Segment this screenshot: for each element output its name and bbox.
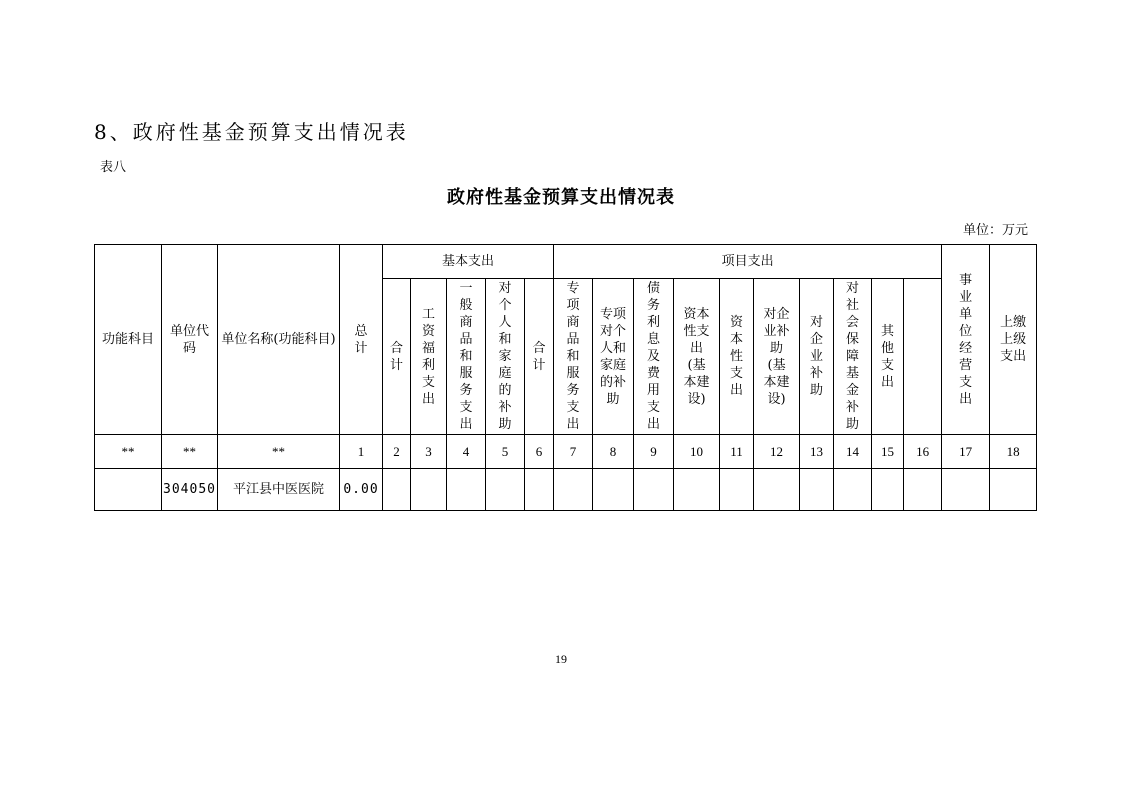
cell-empty: [525, 469, 554, 511]
cell-empty: [634, 469, 674, 511]
table-title: 政府性基金预算支出情况表: [447, 187, 675, 208]
header-debt-interest: 债务利息及费用支出: [634, 279, 674, 435]
budget-table: [94, 244, 1037, 511]
header-basic-group: 基本支出: [383, 245, 554, 279]
cell-empty: [754, 469, 800, 511]
table-label: 表八: [100, 160, 127, 175]
cell-empty: [834, 469, 872, 511]
page-number: 19: [555, 652, 567, 666]
section-title: 8、政府性基金预算支出情况表: [94, 120, 409, 144]
index-cell: 1: [340, 435, 383, 469]
unit-note: 单位：万元: [962, 223, 1028, 238]
index-cell: 17: [942, 435, 990, 469]
index-cell: 13: [800, 435, 834, 469]
header-social-security: 对社会保障基金补助: [834, 279, 872, 435]
cell-func-subject: [95, 469, 162, 511]
index-cell: 2: [383, 435, 411, 469]
index-cell: 4: [447, 435, 486, 469]
index-cell: 10: [674, 435, 720, 469]
cell-unit-code: 304050: [162, 469, 218, 511]
index-cell: **: [162, 435, 218, 469]
index-cell: 16: [904, 435, 942, 469]
index-cell: 12: [754, 435, 800, 469]
header-personal-family: 对个人和家庭的补助: [486, 279, 525, 435]
header-other: 其他支出: [872, 279, 904, 435]
cell-unit-name: 平江县中医医院: [218, 469, 340, 511]
cell-empty: [593, 469, 634, 511]
header-func-subject: 功能科目: [95, 245, 162, 435]
cell-empty: [800, 469, 834, 511]
header-unit-name: 单位名称(功能科目): [218, 245, 340, 435]
index-cell: 11: [720, 435, 754, 469]
cell-total: 0.00: [340, 469, 383, 511]
index-cell: 8: [593, 435, 634, 469]
index-cell: 7: [554, 435, 593, 469]
header-business-units: 事业单位经营支出: [942, 245, 990, 435]
cell-empty: [674, 469, 720, 511]
header-special-goods: 专项商品和服务支出: [554, 279, 593, 435]
header-enterprise-basic: 对企业补助(基本建设): [754, 279, 800, 435]
header-capital: 资本性支出: [720, 279, 754, 435]
cell-empty: [720, 469, 754, 511]
cell-empty: [486, 469, 525, 511]
index-cell: **: [95, 435, 162, 469]
index-cell: **: [218, 435, 340, 469]
header-total: 总计: [340, 245, 383, 435]
cell-empty: [942, 469, 990, 511]
header-project-group: 项目支出: [554, 245, 942, 279]
header-salary-welfare: 工资福利支出: [411, 279, 447, 435]
cell-empty: [990, 469, 1037, 511]
index-cell: 18: [990, 435, 1037, 469]
header-row-1: [95, 245, 1037, 279]
index-row: [95, 435, 1037, 469]
cell-empty: [904, 469, 942, 511]
header-special-personal: 专项对个人和家庭的补助: [593, 279, 634, 435]
index-cell: 15: [872, 435, 904, 469]
cell-empty: [554, 469, 593, 511]
index-cell: 3: [411, 435, 447, 469]
header-enterprise: 对企业补助: [800, 279, 834, 435]
table-row: [95, 469, 1037, 511]
index-cell: 14: [834, 435, 872, 469]
index-cell: 5: [486, 435, 525, 469]
index-cell: 9: [634, 435, 674, 469]
cell-empty: [411, 469, 447, 511]
cell-empty: [872, 469, 904, 511]
index-cell: 6: [525, 435, 554, 469]
cell-empty: [447, 469, 486, 511]
header-upper-level: 上缴上级支出: [990, 245, 1037, 435]
header-basic-subtotal: 合计: [383, 279, 411, 435]
header-unit-code: 单位代码: [162, 245, 218, 435]
header-capital-basic: 资本性支出(基本建设): [674, 279, 720, 435]
cell-empty: [383, 469, 411, 511]
header-goods-services: 一般商品和服务支出: [447, 279, 486, 435]
header-project-subtotal: 合计: [525, 279, 554, 435]
